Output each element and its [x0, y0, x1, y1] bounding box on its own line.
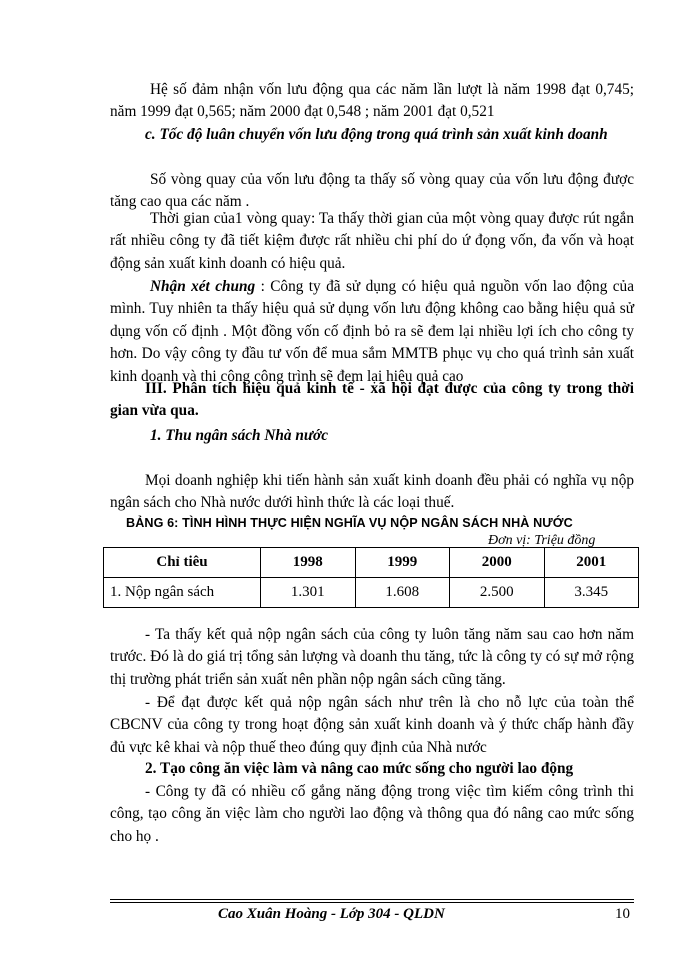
page-number: 10	[615, 906, 630, 922]
heading-employment: 2. Tạo công ăn việc làm và nâng cao mức sống cho người lao động	[145, 760, 574, 777]
table-header-cell: Chỉ tiêu	[104, 548, 261, 578]
paragraph-tax-obligation: Mọi doanh nghiệp khi tiến hành sản xuất kinh doanh đều phải có nghĩa vụ nộp ngân sách cho Nhà nước dưới hình thức là các loại thuế.	[110, 472, 634, 512]
paragraph-turnover: Số vòng quay của vốn lưu động ta thấy số vòng quay của vốn lưu động được tăng cao qua các năm .	[110, 171, 634, 211]
table-header-cell: 1999	[355, 548, 450, 578]
remark-label: Nhận xét chung	[150, 278, 256, 295]
table-cell: 1.301	[261, 578, 356, 608]
paragraph-result-increase: - Ta thấy kết quả nộp ngân sách của công ty luôn tăng năm sau cao hơn năm trước. Đó là do giá trị tổng sản lượng và doanh thu tăng, tức là công ty có sự mở rộng thị trường phát triển sản xuất nên phần nộp ngân sách cũng tăng.	[110, 626, 634, 688]
heading-budget-revenue: 1. Thu ngân sách Nhà nước	[150, 427, 329, 444]
paragraph-cycle-time: Thời gian của1 vòng quay: Ta thấy thời gian của một vòng quay được rút ngắn rất nhiều công ty đã tiết kiệm được rất nhiều chi phí do ứ đọng vốn, đa vốn và hoạt động sản xuất kinh doanh có hiệu quả.	[110, 210, 634, 272]
heading-section-c: c. Tốc độ luân chuyển vốn lưu động trong quá trình sản xuất kinh doanh	[145, 126, 608, 143]
table-header-cell: 2000	[450, 548, 545, 578]
footer-rule-bottom	[110, 902, 634, 903]
footer-author: Cao Xuân Hoàng - Lớp 304 - QLDN	[218, 906, 445, 922]
remark-text: : Công ty đã sử dụng có hiệu quả nguồn vốn lao động của mình. Tuy nhiên ta thấy hiệu quả sử dụng vốn lưu động không cao bằng hiệu quả sử dụng vốn cố định . Một đồng vốn cố định bỏ ra sẽ đem lại nhiều lợi ích cho công ty hơn. Do vậy công ty đầu tư vốn để mua sắm MMTB phục vụ cho quá trình sản xuất kinh doanh và thi công công trình sẽ đem lại hiệu quả cao	[110, 278, 634, 385]
budget-table	[103, 547, 639, 608]
table-cell: 3.345	[544, 578, 639, 608]
table-row	[104, 578, 639, 608]
table-cell: 2.500	[450, 578, 545, 608]
paragraph-employment: - Công ty đã có nhiều cố gắng năng động trong việc tìm kiếm công trình thi công, tạo công ăn việc làm cho người lao động và thông qua đó nâng cao mức sống cho họ .	[110, 783, 634, 845]
table-header-cell: 1998	[261, 548, 356, 578]
page-footer	[110, 906, 634, 928]
table-header-cell: 2001	[544, 548, 639, 578]
table-header-row	[104, 548, 639, 578]
paragraph-capital-ratio: Hệ số đảm nhận vốn lưu động qua các năm lần lượt là năm 1998 đạt 0,745; năm 1999 đạt 0,565; năm 2000 đạt 0,548 ; năm 2001 đạt 0,521	[110, 81, 634, 121]
paragraph-achievement: - Để đạt được kết quả nộp ngân sách như trên là cho nỗ lực của toàn thể CBCNV của công ty trong hoạt động sản xuất kinh doanh và ý thức chấp hành đầy đủ vực kê khai và nộp thuế theo đúng quy định của Nhà nước	[110, 694, 634, 756]
paragraph-general-remark	[110, 276, 634, 388]
table-cell: 1.608	[355, 578, 450, 608]
table-unit: Đơn vị: Triệu đồng	[488, 533, 596, 548]
heading-section-III: III. Phân tích hiệu quả kinh tế - xã hội đạt được của công ty trong thời gian vừa qua.	[110, 380, 634, 420]
table-caption: BẢNG 6: TÌNH HÌNH THỰC HIỆN NGHĨA VỤ NỘP NGÂN SÁCH NHÀ NƯỚC	[126, 516, 573, 530]
footer-rule-top	[110, 899, 634, 900]
table-cell: 1. Nộp ngân sách	[104, 578, 261, 608]
